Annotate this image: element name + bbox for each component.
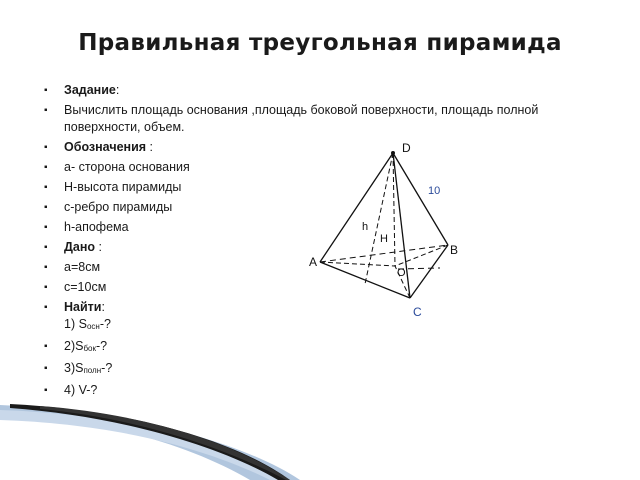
find-colon: :	[101, 300, 105, 314]
edge-AB	[320, 245, 448, 262]
bullet-icon: ▪	[44, 385, 48, 396]
list-item-find-2	[44, 338, 564, 357]
list-item-task	[44, 82, 564, 99]
find-2-prefix: 2)S	[64, 339, 84, 353]
pyramid-diagram	[300, 138, 460, 328]
bullet-icon: ▪	[44, 182, 48, 193]
label-B: B	[450, 243, 459, 257]
label-C: C	[413, 305, 422, 319]
given-label: Дано	[64, 240, 96, 254]
find-1-suffix: -?	[99, 317, 111, 331]
list-item-task-text	[44, 102, 564, 136]
find-2-suffix: -?	[95, 339, 108, 353]
bullet-icon: ▪	[44, 105, 48, 116]
edge-DB	[393, 153, 448, 245]
bullet-icon: ▪	[44, 142, 48, 153]
bullet-icon: ▪	[44, 302, 48, 313]
label-O: O	[397, 267, 406, 279]
notation-colon: :	[146, 140, 154, 154]
find-3-prefix: 3)S	[64, 361, 84, 375]
notation-a: a- сторона основания	[64, 160, 190, 174]
find-1-prefix: 1) S	[64, 317, 87, 331]
task-text: Вычислить площадь основания ,площадь боковой поверхности, площадь полной поверхности, объем.	[64, 103, 539, 134]
bullet-icon: ▪	[44, 202, 48, 213]
bullet-icon: ▪	[44, 363, 48, 374]
label-h: h	[362, 221, 369, 233]
label-D: D	[402, 141, 411, 155]
task-label: Задание	[64, 83, 116, 97]
bullet-icon: ▪	[44, 242, 48, 253]
find-3-suffix: -?	[101, 361, 113, 375]
label-c: 10	[428, 185, 441, 197]
find-label: Найти	[64, 300, 102, 314]
notation-h: h-апофема	[64, 220, 129, 234]
vertex-D-dot	[391, 151, 395, 155]
decorative-swoosh	[0, 390, 640, 480]
bullet-icon: ▪	[44, 222, 48, 233]
task-colon: :	[115, 83, 120, 97]
given-a: a=8см	[64, 260, 101, 274]
bullet-icon: ▪	[44, 85, 48, 96]
given-c: c=10см	[64, 280, 107, 294]
find-2-sub: бок	[83, 344, 96, 353]
bullet-icon: ▪	[44, 282, 48, 293]
find-3-sub: полн	[83, 366, 102, 375]
given-colon: :	[95, 240, 102, 254]
label-H: H	[380, 233, 388, 245]
notation-H: H-высота пирамиды	[64, 180, 182, 194]
slide-title: Правильная треугольная пирамида	[78, 30, 562, 56]
bullet-icon: ▪	[44, 162, 48, 173]
edge-DA	[320, 153, 393, 262]
median-AO	[320, 262, 395, 266]
notation-c: c-ребро пирамиды	[64, 200, 173, 214]
bullet-icon: ▪	[44, 341, 48, 352]
find-1-sub: осн	[86, 322, 100, 331]
notation-label: Обозначения	[64, 140, 147, 154]
find-4: 4) V-?	[64, 383, 98, 397]
label-A: A	[309, 255, 318, 269]
bullet-icon: ▪	[44, 262, 48, 273]
list-item-find-3	[44, 360, 564, 379]
